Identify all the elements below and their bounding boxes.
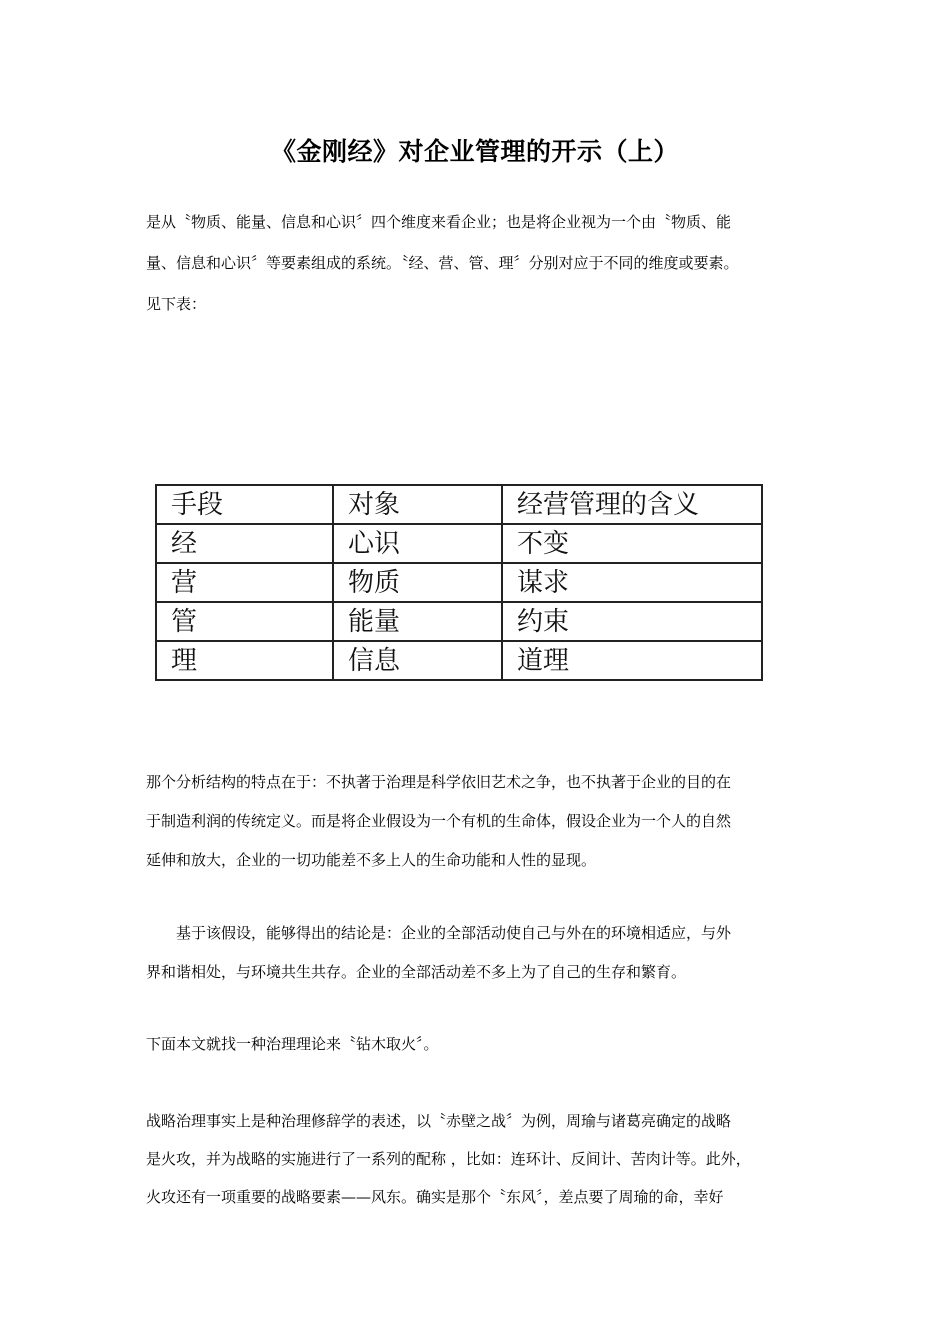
table-row xyxy=(156,524,762,563)
table-cell: 管 xyxy=(156,602,333,641)
table-cell: 物质 xyxy=(333,563,502,602)
paragraph-line: 见下表： xyxy=(146,295,207,313)
table-cell: 约束 xyxy=(502,602,762,641)
paragraph-line: 于制造利润的传统定义。而是将企业假设为一个有机的生命体，假设企业为一个人的自然 xyxy=(146,812,732,830)
strategy-paragraph xyxy=(146,1111,826,1208)
paragraph-line: 是从〝物质、能量、信息和心识〞四个维度来看企业；也是将企业视为一个由〝物质、能 xyxy=(146,213,732,231)
table-header-cell: 经营管理的含义 xyxy=(502,485,762,524)
paragraph-line: 战略治理事实上是种治理修辞学的表述，以〝赤壁之战〞为例，周瑜与诸葛亮确定的战略 xyxy=(146,1112,732,1130)
transition-paragraph xyxy=(146,1034,826,1055)
paragraph-line: 延伸和放大，企业的一切功能差不多上人的生命功能和人性的显现。 xyxy=(146,851,597,869)
table-header-cell: 手段 xyxy=(156,485,333,524)
table-header-cell: 对象 xyxy=(333,485,502,524)
conclusion-paragraph xyxy=(146,923,826,983)
table-cell: 不变 xyxy=(502,524,762,563)
means-object-table-figure xyxy=(155,484,761,678)
table-cell: 营 xyxy=(156,563,333,602)
table-cell: 经 xyxy=(156,524,333,563)
table-cell: 道理 xyxy=(502,641,762,680)
document-title: 《金刚经》对企业管理的开示（上） xyxy=(270,137,679,166)
paragraph-line: 基于该假设，能够得出的结论是：企业的全部活动使自己与外在的环境相适应，与外 xyxy=(146,924,732,942)
table-cell: 谋求 xyxy=(502,563,762,602)
table-cell: 心识 xyxy=(333,524,502,563)
paragraph-line: 下面本文就找一种治理理论来〝钻木取火〞。 xyxy=(146,1035,439,1053)
paragraph-line: 是火攻，并为战略的实施进行了一系列的配称 ，比如：连环计、反间计、苦肉计等。此外， xyxy=(146,1150,751,1168)
analysis-paragraph xyxy=(146,772,826,871)
intro-paragraph xyxy=(146,212,826,315)
paragraph-line: 界和谐相处，与环境共生共存。企业的全部活动差不多上为了自己的生存和繁育。 xyxy=(146,963,687,981)
table-row xyxy=(156,563,762,602)
table-cell: 能量 xyxy=(333,602,502,641)
means-object-table xyxy=(155,484,763,681)
table-header-row xyxy=(156,485,762,524)
paragraph-line: 火攻还有一项重要的战略要素——风东。确实是那个〝东风〞，差点要了周瑜的命，幸好 xyxy=(146,1188,724,1206)
table-cell: 理 xyxy=(156,641,333,680)
table-cell: 信息 xyxy=(333,641,502,680)
table-row xyxy=(156,641,762,680)
table-row xyxy=(156,602,762,641)
paragraph-line: 那个分析结构的特点在于：不执著于治理是科学依旧艺术之争，也不执著于企业的目的在 xyxy=(146,773,732,791)
paragraph-line: 量、信息和心识〞等要素组成的系统。〝经、营、管、理〞分别对应于不同的维度或要素。 xyxy=(146,254,739,272)
